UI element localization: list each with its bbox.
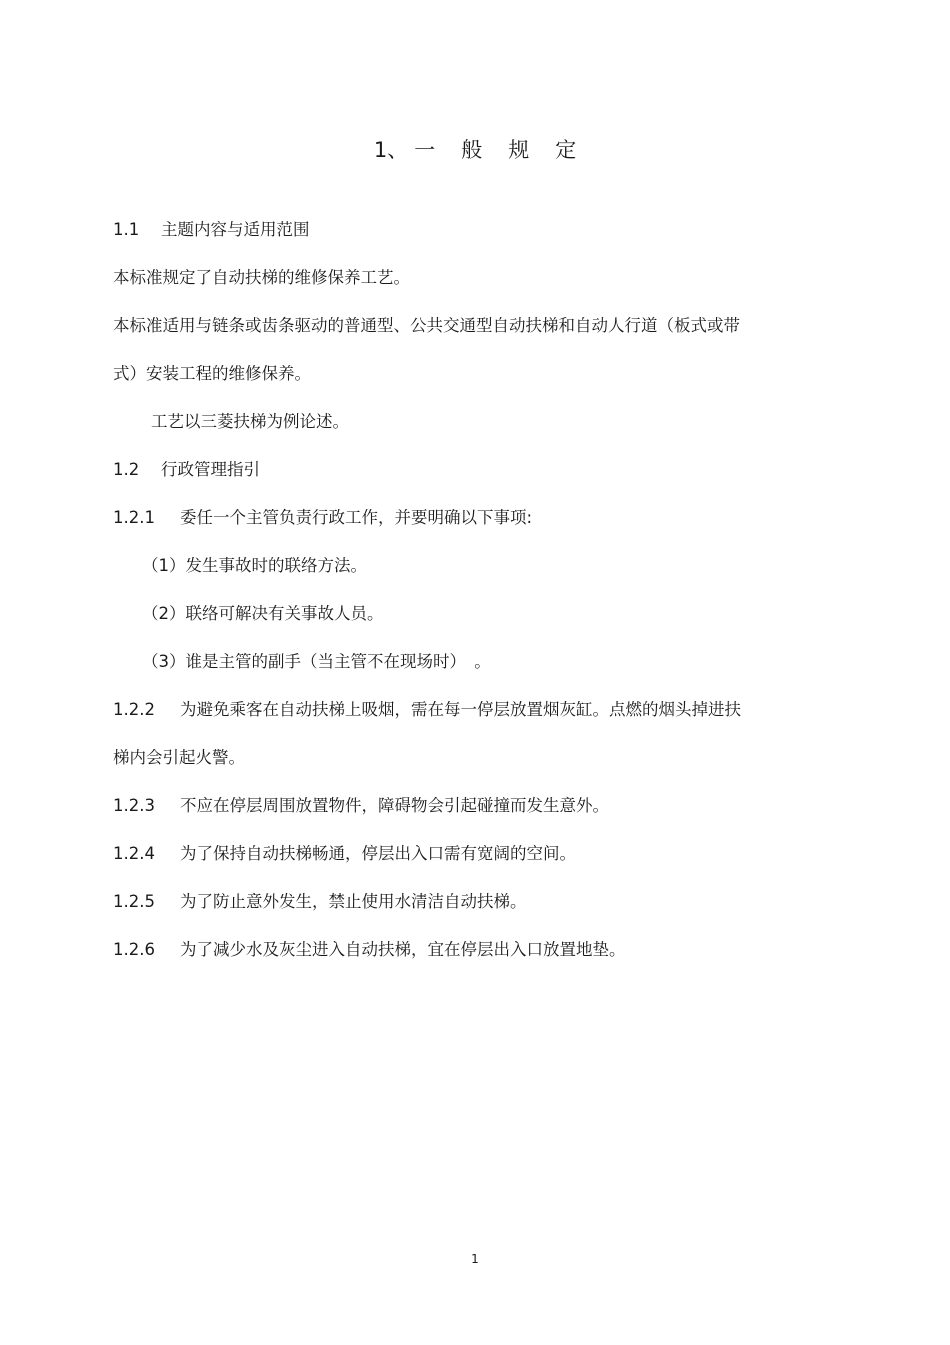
clause-number: 1.2.4: [113, 844, 155, 863]
clause-text: 为了保持自动扶梯畅通，停层出入口需有宽阔的空间。: [180, 844, 576, 863]
clause-number: 1.2.6: [113, 940, 155, 959]
section-heading-1-2: [113, 458, 260, 482]
clause-1-2-2: [113, 698, 741, 722]
clause-number: 1.2.5: [113, 892, 155, 911]
title-char: 规: [508, 138, 530, 162]
list-item: （2）联络可解决有关事故人员。: [142, 604, 384, 623]
page-title: [0, 134, 950, 166]
clause-1-2-5: [113, 890, 527, 914]
clause-number: 1.2.3: [113, 796, 155, 815]
title-char: 一: [414, 138, 436, 162]
section-heading-1-1: [113, 218, 310, 242]
clause-number: 1.2.2: [113, 700, 155, 719]
clause-1-2-3: [113, 794, 609, 818]
clause-text: 为了防止意外发生，禁止使用水清洁自动扶梯。: [180, 892, 527, 911]
paragraph: 本标准适用与链条或齿条驱动的普通型、公共交通型自动扶梯和自动人行道（板式或带: [113, 316, 740, 335]
clause-number: 1.2.1: [113, 508, 155, 527]
clause-1-2-1: [113, 506, 532, 530]
section-number: 1.2: [113, 460, 140, 479]
clause-text: 不应在停层周围放置物件，障碍物会引起碰撞而发生意外。: [180, 796, 609, 815]
title-number: 1、: [373, 138, 409, 162]
clause-1-2-6: [113, 938, 626, 962]
paragraph: 本标准规定了自动扶梯的维修保养工艺。: [113, 268, 410, 287]
paragraph: 工艺以三菱扶梯为例论述。: [151, 412, 349, 431]
clause-text: 为了减少水及灰尘进入自动扶梯，宜在停层出入口放置地垫。: [180, 940, 626, 959]
clause-1-2-4: [113, 842, 576, 866]
title-char: 定: [555, 138, 577, 162]
list-item: （1）发生事故时的联络方法。: [142, 556, 367, 575]
clause-text: 委任一个主管负责行政工作，并要明确以下事项:: [180, 508, 533, 527]
clause-text: 为避免乘客在自动扶梯上吸烟，需在每一停层放置烟灰缸。点燃的烟头掉进扶: [180, 700, 741, 719]
list-item: （3）谁是主管的副手（当主管不在现场时） 。: [142, 652, 491, 671]
section-number: 1.1: [113, 220, 140, 239]
page-number: 1: [471, 1252, 479, 1266]
title-char: 般: [461, 138, 483, 162]
section-text: 主题内容与适用范围: [161, 220, 310, 239]
paragraph-continuation: 式）安装工程的维修保养。: [113, 364, 311, 383]
clause-continuation: 梯内会引起火警。: [113, 748, 245, 767]
section-text: 行政管理指引: [161, 460, 260, 479]
